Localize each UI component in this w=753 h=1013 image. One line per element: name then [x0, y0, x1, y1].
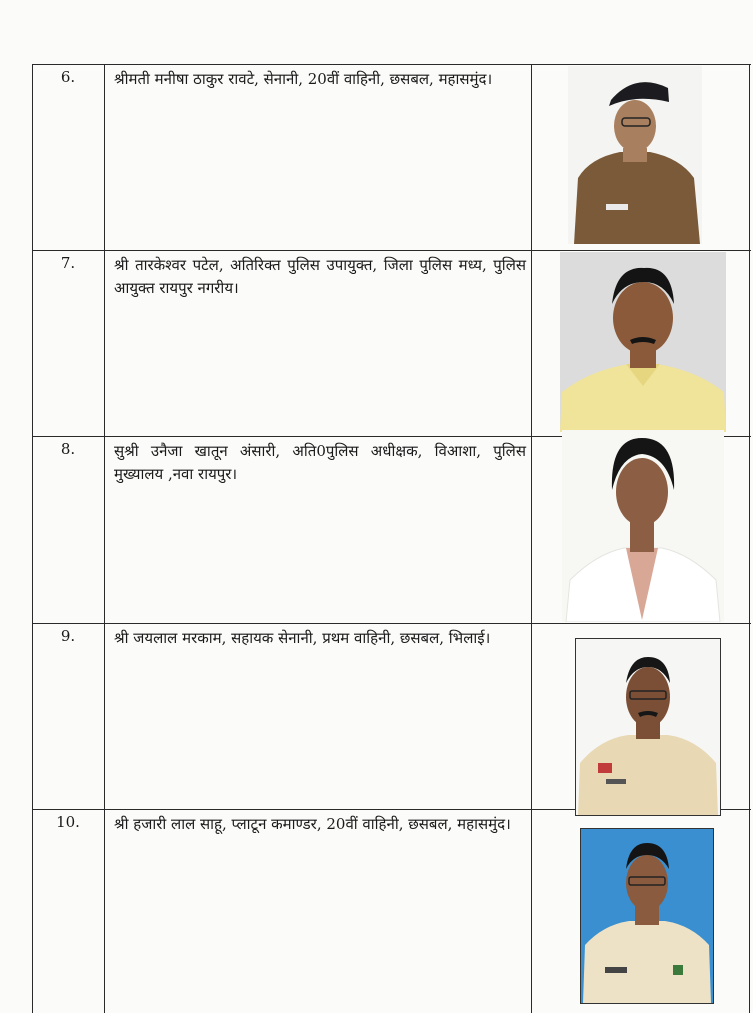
serial-number: 6.: [60, 68, 76, 86]
serial-number: 10.: [56, 813, 80, 831]
column-divider: [104, 64, 105, 1013]
serial-number: 8.: [60, 440, 76, 458]
officer-photo: [562, 430, 724, 622]
officer-details: श्री तारकेश्वर पटेल, अतिरिक्त पुलिस उपायुक्त, जिला पुलिस मध्य, पुलिस आयुक्त रायपुर नगरीय।: [114, 256, 526, 297]
serial-number: 9.: [60, 627, 76, 645]
officer-photo: [560, 252, 726, 432]
officer-details: सुश्री उनैजा खातून अंसारी, अति0पुलिस अधीक्षक, विआशा, पुलिस मुख्यालय ,नवा रायपुर।: [114, 442, 526, 483]
officer-photo: [580, 828, 714, 1004]
serial-number: 7.: [60, 254, 76, 272]
officer-details: श्री जयलाल मरकाम, सहायक सेनानी, प्रथम वाहिनी, छसबल, भिलाई।: [114, 629, 491, 647]
officer-details: श्री हजारी लाल साहू, प्लाटून कमाण्डर, 20वीं वाहिनी, छसबल, महासमुंद।: [114, 815, 511, 833]
officer-details: श्रीमती मनीषा ठाकुर रावटे, सेनानी, 20वीं वाहिनी, छसबल, महासमुंद।: [114, 70, 493, 88]
table-right-border: [749, 64, 750, 1013]
table-top-border: [32, 64, 751, 65]
column-divider: [531, 64, 532, 1013]
row-divider: [32, 250, 751, 251]
officer-photo: [568, 66, 702, 244]
row-divider: [32, 623, 751, 624]
officer-photo: [575, 638, 721, 816]
table-left-border: [32, 64, 33, 1013]
